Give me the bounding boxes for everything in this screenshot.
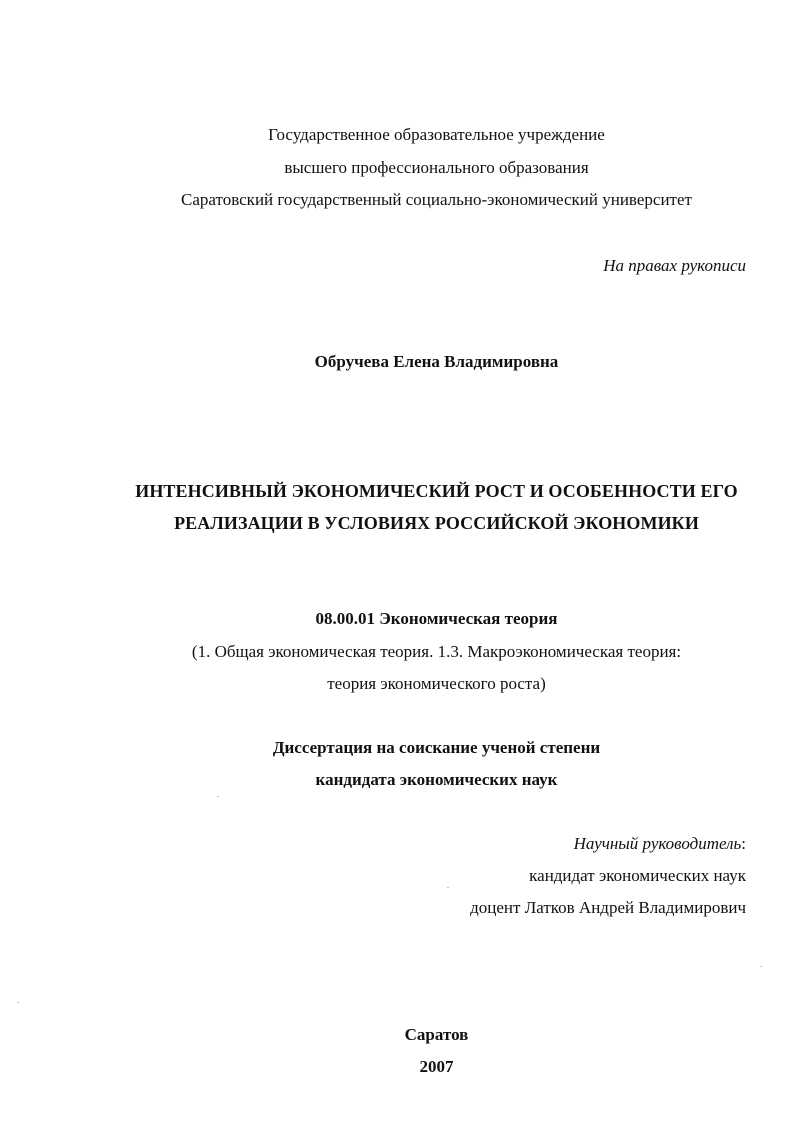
institution-line-1: Государственное образовательное учреждение [268, 125, 605, 144]
supervisor-label-text: Научный руководитель [573, 834, 742, 853]
specialty-detail-line-1: (1. Общая экономическая теория. 1.3. Макроэкономическая теория: [191, 642, 682, 661]
degree-line-1: Диссертация на соискание ученой степени [272, 738, 601, 757]
scan-speck [760, 966, 762, 967]
city: Саратов [404, 1025, 469, 1044]
dissertation-title-line-1: ИНТЕНСИВНЫЙ ЭКОНОМИЧЕСКИЙ РОСТ И ОСОБЕННОСТИ ЕГО [135, 481, 738, 501]
supervisor-name: доцент Латков Андрей Владимирович [470, 898, 746, 917]
supervisor-label-colon: : [741, 834, 746, 853]
supervisor-degree: кандидат экономических наук [529, 866, 746, 885]
dissertation-title-line-2: РЕАЛИЗАЦИИ В УСЛОВИЯХ РОССИЙСКОЙ ЭКОНОМИКИ [174, 513, 699, 533]
scan-speck [447, 887, 449, 888]
scan-speck [17, 1002, 19, 1003]
institution-line-3: Саратовский государственный социально-экономический университет [181, 190, 692, 209]
degree-line-2: кандидата экономических наук [315, 770, 558, 789]
specialty-detail-line-2: теория экономического роста) [327, 674, 546, 693]
manuscript-note: На правах рукописи [603, 256, 746, 275]
author-name: Обручева Елена Владимировна [314, 352, 559, 371]
year: 2007 [419, 1057, 454, 1076]
supervisor-label [574, 834, 746, 854]
specialty-code: 08.00.01 Экономическая теория [315, 609, 558, 628]
institution-line-2: высшего профессионального образования [284, 158, 589, 177]
scan-speck [217, 796, 219, 797]
